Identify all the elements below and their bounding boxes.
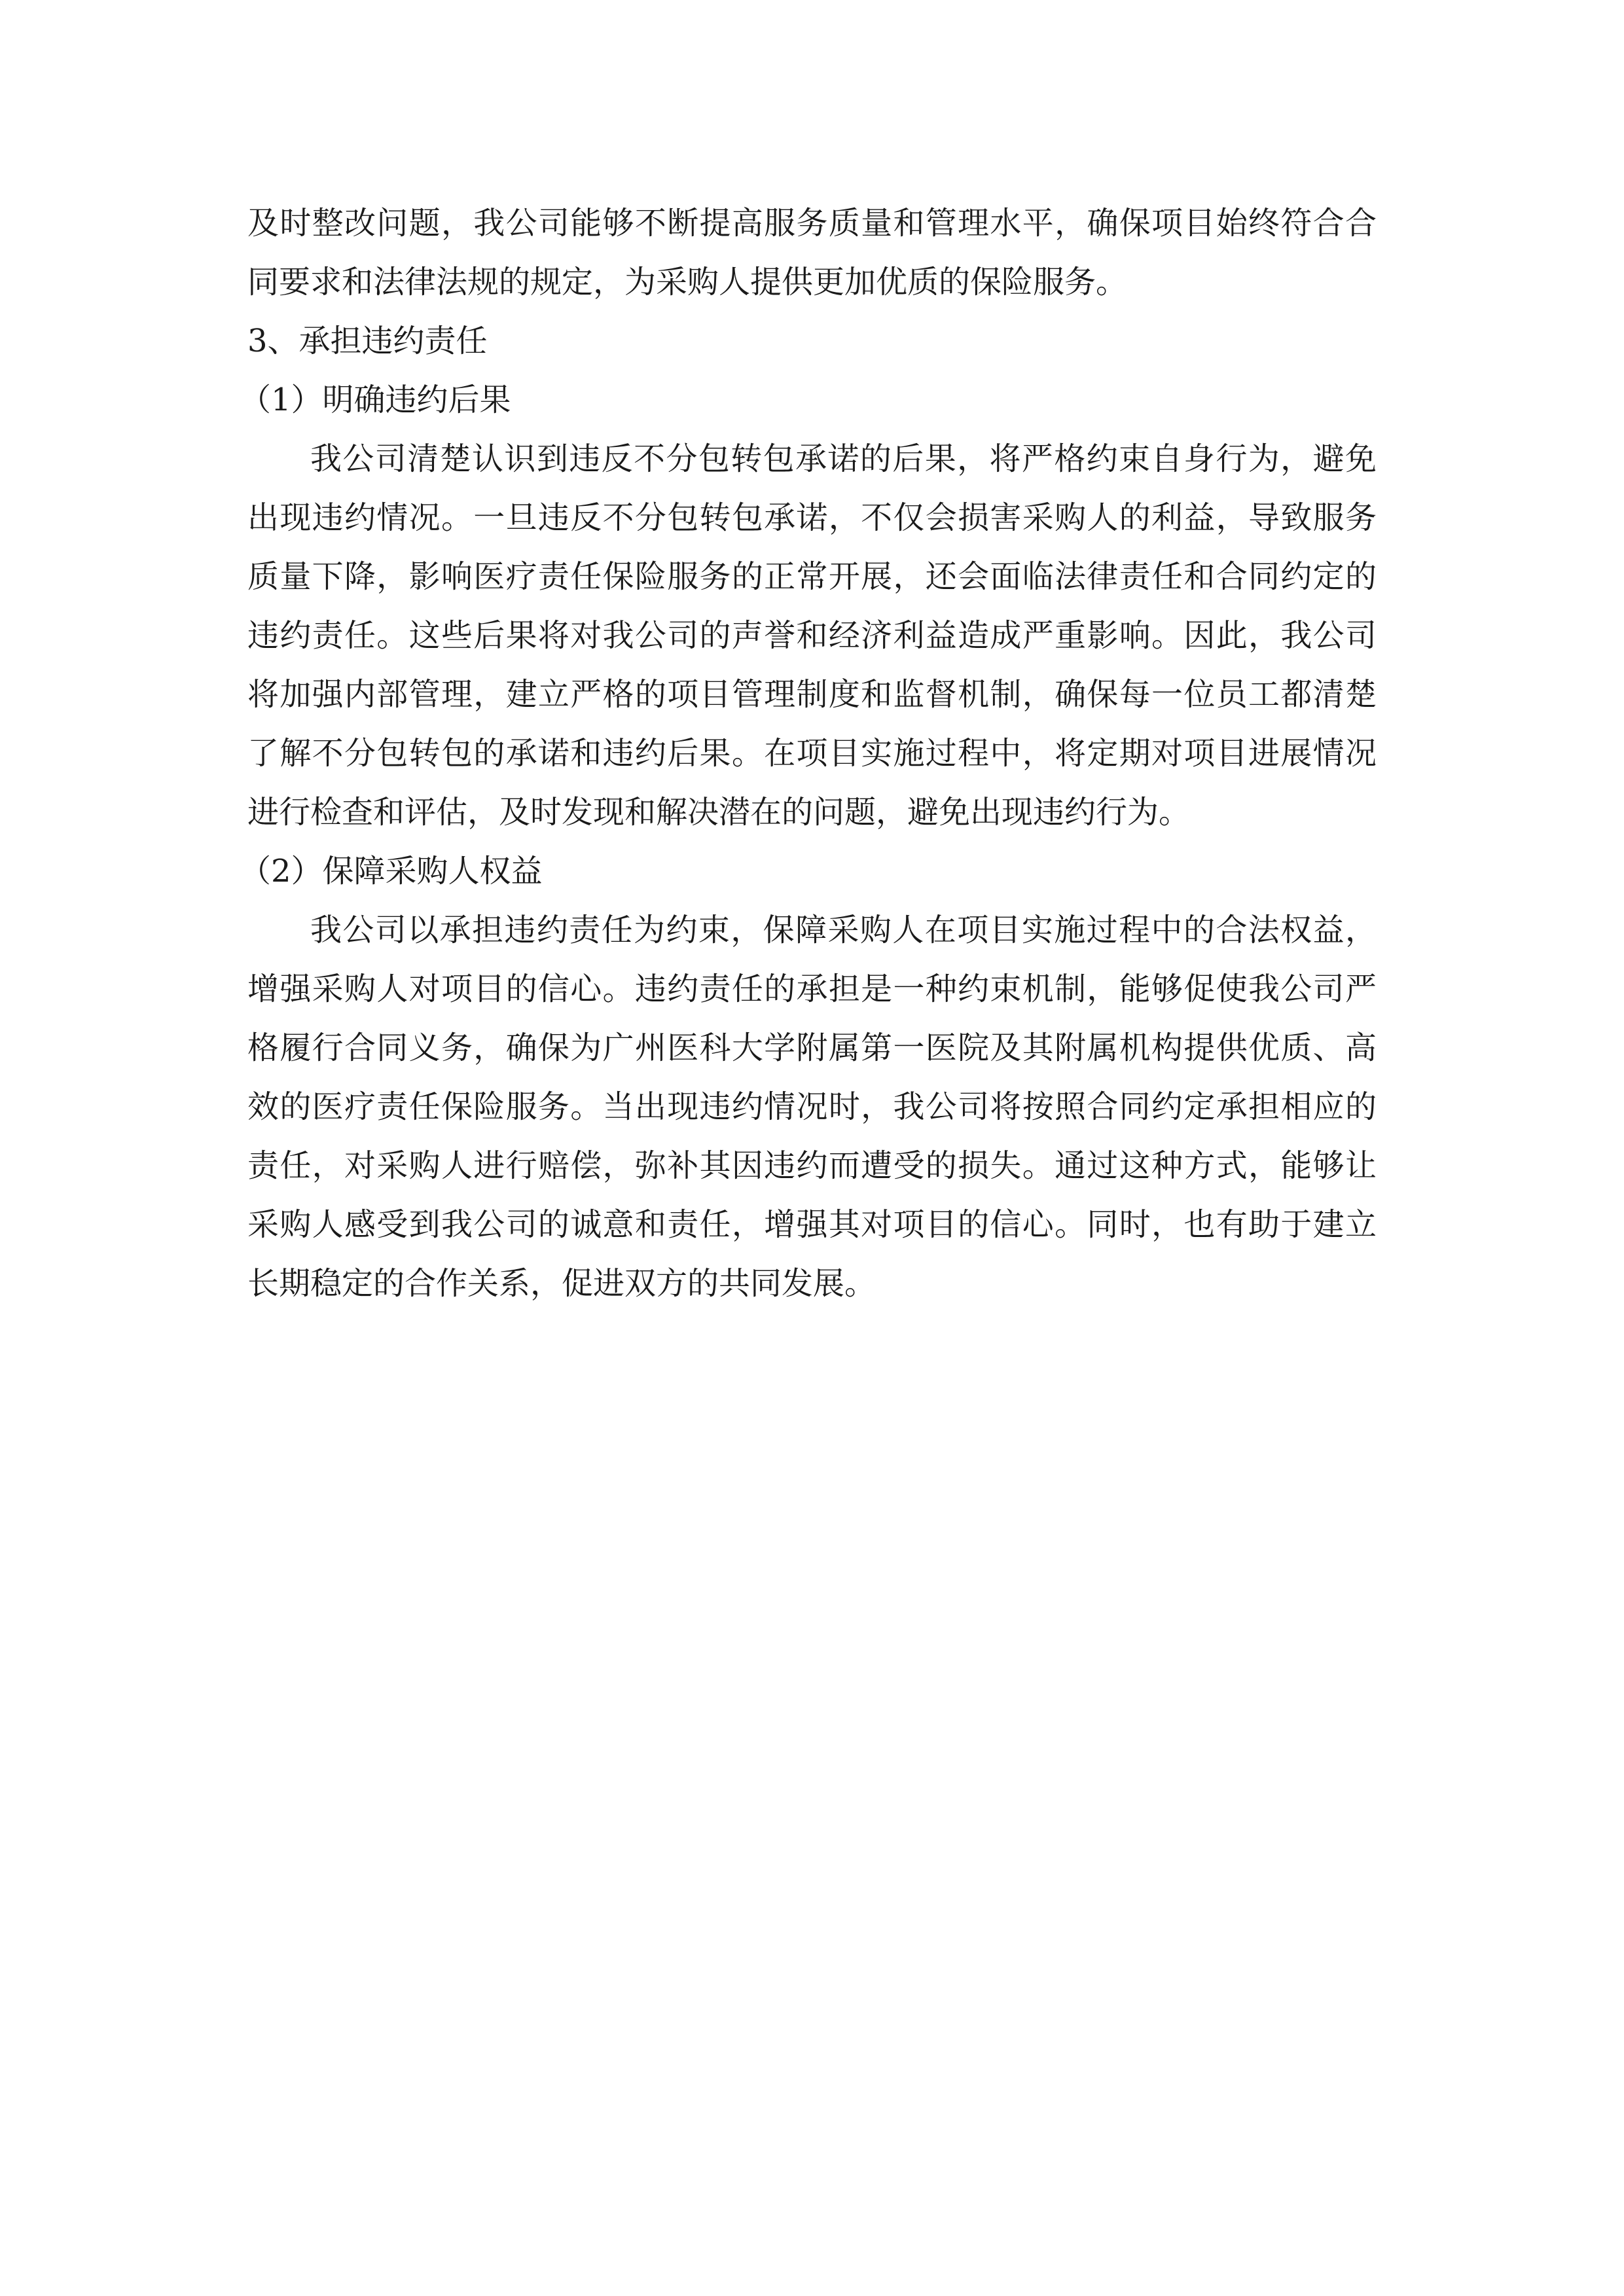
section-heading: 3、承担违约责任 — [247, 323, 488, 359]
continuation-paragraph: 及时整改问题，我公司能够不断提高服务质量和管理水平，确保项目始终符合合同要求和法律法规的规定，为采购人提供更加优质的保险服务。 — [247, 205, 1377, 300]
subsection-heading-1: （1）明确违约后果 — [240, 382, 511, 418]
subsection-heading-2: （2）保障采购人权益 — [240, 853, 543, 889]
document-body — [240, 194, 1377, 1313]
subsection-paragraph-1: 我公司清楚认识到违反不分包转包承诺的后果，将严格约束自身行为，避免出现违约情况。一旦违反不分包转包承诺，不仅会损害采购人的利益，导致服务质量下降，影响医疗责任保险服务的正常开展，还会面临法律责任和合同约定的违约责任。这些后果将对我公司的声誉和经济利益造成严重影响。因此，我公司将加强内部管理，建立严格的项目管理制度和监督机制，确保每一位员工都清楚了解不分包转包的承诺和违约后果。在项目实施过程中，将定期对项目进展情况进行检查和评估，及时发现和解决潜在的问题，避免出现违约行为。 — [247, 440, 1377, 831]
subsection-paragraph-2: 我公司以承担违约责任为约束，保障采购人在项目实施过程中的合法权益，增强采购人对项目的信心。违约责任的承担是一种约束机制，能够促使我公司严格履行合同义务，确保为广州医科大学附属第一医院及其附属机构提供优质、高效的医疗责任保险服务。当出现违约情况时，我公司将按照合同约定承担相应的责任，对采购人进行赔偿，弥补其因违约而遭受的损失。通过这种方式，能够让采购人感受到我公司的诚意和责任，增强其对项目的信心。同时，也有助于建立长期稳定的合作关系，促进双方的共同发展。 — [247, 912, 1377, 1302]
